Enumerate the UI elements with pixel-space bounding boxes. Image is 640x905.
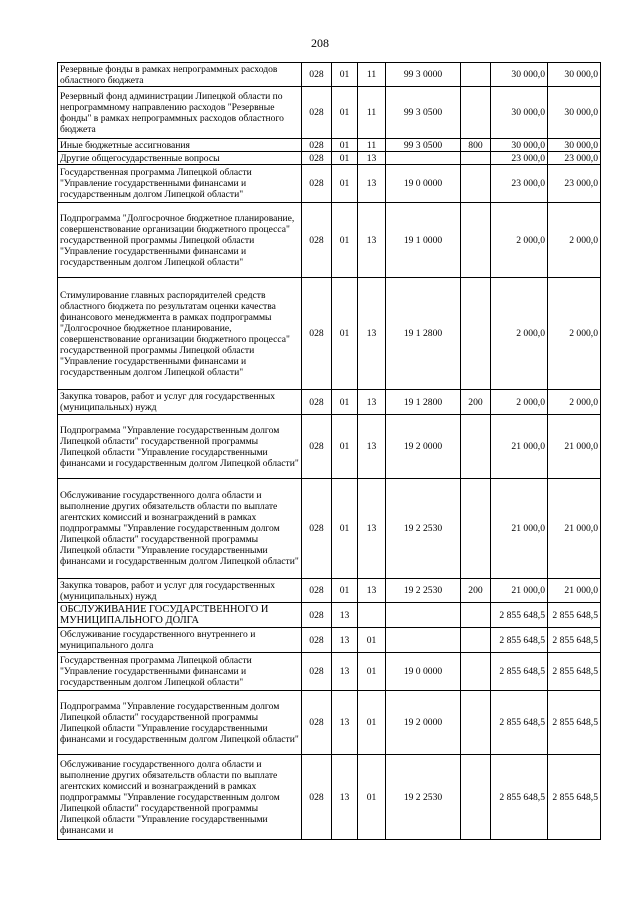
- cell-vr: 200: [461, 390, 491, 415]
- cell-sum-2: 30 000,0: [548, 139, 601, 152]
- cell-pr: 13: [358, 165, 386, 203]
- cell-vr: [461, 628, 491, 653]
- row-name: Стимулирование главных распорядителей средств областного бюджета по результатам оценки качества финансового менеджмента в рамках подпрограммы "Долгосрочное бюджетное планирование, совершенствование организации бюджетного процесса" государственной программы Липецкой области "Управление государственными финансами и государственным долгом Липецкой области": [58, 278, 302, 390]
- cell-vr: 200: [461, 579, 491, 603]
- cell-csr: 19 2 2530: [386, 755, 461, 840]
- cell-sum-1: 30 000,0: [491, 63, 548, 87]
- row-name: ОБСЛУЖИВАНИЕ ГОСУДАРСТВЕННОГО И МУНИЦИПАЛЬНОГО ДОЛГА: [58, 603, 302, 628]
- cell-pr: 01: [358, 755, 386, 840]
- table-row: [58, 87, 601, 139]
- cell-vr: [461, 87, 491, 139]
- page-number: 208: [311, 36, 329, 50]
- cell-csr: [386, 628, 461, 653]
- cell-rz: 13: [332, 603, 358, 628]
- table-row: [58, 755, 601, 840]
- cell-vr: [461, 479, 491, 579]
- cell-sum-1: 21 000,0: [491, 415, 548, 479]
- cell-csr: 19 2 0000: [386, 691, 461, 755]
- cell-gr: 028: [302, 139, 332, 152]
- cell-gr: 028: [302, 165, 332, 203]
- cell-sum-1: 2 855 648,5: [491, 755, 548, 840]
- cell-gr: 028: [302, 203, 332, 278]
- cell-gr: 028: [302, 63, 332, 87]
- cell-rz: 13: [332, 653, 358, 691]
- table-row: [58, 203, 601, 278]
- cell-csr: 19 0 0000: [386, 165, 461, 203]
- cell-csr: [386, 603, 461, 628]
- table-row: [58, 390, 601, 415]
- cell-rz: 01: [332, 390, 358, 415]
- row-name: Обслуживание государственного внутреннего и муниципального долга: [58, 628, 302, 653]
- cell-vr: [461, 603, 491, 628]
- cell-rz: 01: [332, 165, 358, 203]
- row-name: Закупка товаров, работ и услуг для государственных (муниципальных) нужд: [58, 579, 302, 603]
- cell-csr: 19 1 0000: [386, 203, 461, 278]
- cell-sum-1: 2 000,0: [491, 203, 548, 278]
- cell-gr: 028: [302, 479, 332, 579]
- cell-pr: 11: [358, 139, 386, 152]
- cell-vr: [461, 165, 491, 203]
- cell-sum-1: 30 000,0: [491, 139, 548, 152]
- cell-sum-2: 21 000,0: [548, 479, 601, 579]
- cell-vr: [461, 63, 491, 87]
- cell-sum-1: 2 000,0: [491, 390, 548, 415]
- cell-vr: [461, 415, 491, 479]
- cell-gr: 028: [302, 152, 332, 165]
- cell-pr: [358, 603, 386, 628]
- cell-gr: 028: [302, 390, 332, 415]
- table-row: [58, 479, 601, 579]
- row-name: Подпрограмма "Управление государственным долгом Липецкой области" государственной программы Липецкой области "Управление государственными финансами и государственным долгом Липецкой области": [58, 415, 302, 479]
- cell-rz: 01: [332, 415, 358, 479]
- cell-sum-1: 21 000,0: [491, 479, 548, 579]
- table-row: [58, 278, 601, 390]
- cell-gr: 028: [302, 755, 332, 840]
- row-name: Иные бюджетные ассигнования: [58, 139, 302, 152]
- table-row: [58, 603, 601, 628]
- row-name: Государственная программа Липецкой области "Управление государственными финансами и государственным долгом Липецкой области": [58, 653, 302, 691]
- table-row: [58, 63, 601, 87]
- cell-csr: 19 2 2530: [386, 479, 461, 579]
- row-name: Резервный фонд администрации Липецкой области по непрограммному направлению расходов "Резервные фонды" в рамках непрограммных расходов областного бюджета: [58, 87, 302, 139]
- cell-pr: 11: [358, 63, 386, 87]
- cell-vr: [461, 203, 491, 278]
- cell-sum-2: 23 000,0: [548, 165, 601, 203]
- cell-pr: 01: [358, 653, 386, 691]
- cell-csr: 19 0 0000: [386, 653, 461, 691]
- cell-csr: 99 3 0000: [386, 63, 461, 87]
- cell-vr: [461, 691, 491, 755]
- row-name: Другие общегосударственные вопросы: [58, 152, 302, 165]
- cell-sum-2: 2 855 648,5: [548, 603, 601, 628]
- cell-gr: 028: [302, 628, 332, 653]
- cell-rz: 13: [332, 628, 358, 653]
- table-row: [58, 139, 601, 152]
- cell-sum-1: 2 855 648,5: [491, 603, 548, 628]
- cell-rz: 01: [332, 139, 358, 152]
- table-row: [58, 415, 601, 479]
- cell-pr: 11: [358, 87, 386, 139]
- cell-sum-1: 2 855 648,5: [491, 691, 548, 755]
- table-row: [58, 691, 601, 755]
- cell-csr: 19 2 0000: [386, 415, 461, 479]
- cell-csr: 19 2 2530: [386, 579, 461, 603]
- cell-csr: 99 3 0500: [386, 139, 461, 152]
- cell-rz: 01: [332, 63, 358, 87]
- cell-sum-2: 2 000,0: [548, 203, 601, 278]
- table-row: [58, 152, 601, 165]
- cell-gr: 028: [302, 603, 332, 628]
- cell-pr: 13: [358, 278, 386, 390]
- cell-csr: 99 3 0500: [386, 87, 461, 139]
- table-row: [58, 165, 601, 203]
- row-name: Государственная программа Липецкой области "Управление государственными финансами и государственным долгом Липецкой области": [58, 165, 302, 203]
- cell-sum-2: 2 855 648,5: [548, 628, 601, 653]
- row-name: Закупка товаров, работ и услуг для государственных (муниципальных) нужд: [58, 390, 302, 415]
- cell-sum-2: 30 000,0: [548, 63, 601, 87]
- cell-sum-1: 2 855 648,5: [491, 628, 548, 653]
- cell-sum-1: 30 000,0: [491, 87, 548, 139]
- cell-rz: 01: [332, 87, 358, 139]
- cell-pr: 13: [358, 479, 386, 579]
- table-row: [58, 579, 601, 603]
- cell-csr: [386, 152, 461, 165]
- cell-vr: [461, 653, 491, 691]
- cell-gr: 028: [302, 653, 332, 691]
- cell-rz: 01: [332, 479, 358, 579]
- cell-csr: 19 1 2800: [386, 390, 461, 415]
- cell-sum-1: 2 855 648,5: [491, 653, 548, 691]
- cell-vr: [461, 152, 491, 165]
- cell-sum-2: 2 000,0: [548, 278, 601, 390]
- cell-pr: 01: [358, 691, 386, 755]
- cell-pr: 13: [358, 152, 386, 165]
- cell-sum-2: 23 000,0: [548, 152, 601, 165]
- cell-gr: 028: [302, 415, 332, 479]
- cell-csr: 19 1 2800: [386, 278, 461, 390]
- cell-sum-2: 2 855 648,5: [548, 653, 601, 691]
- cell-sum-2: 21 000,0: [548, 415, 601, 479]
- cell-gr: 028: [302, 87, 332, 139]
- cell-pr: 01: [358, 628, 386, 653]
- cell-rz: 13: [332, 691, 358, 755]
- cell-sum-1: 23 000,0: [491, 165, 548, 203]
- cell-rz: 01: [332, 579, 358, 603]
- cell-sum-2: 2 855 648,5: [548, 755, 601, 840]
- cell-gr: 028: [302, 278, 332, 390]
- cell-pr: 13: [358, 390, 386, 415]
- cell-rz: 01: [332, 203, 358, 278]
- cell-vr: [461, 755, 491, 840]
- cell-rz: 01: [332, 278, 358, 390]
- cell-sum-2: 2 855 648,5: [548, 691, 601, 755]
- cell-pr: 13: [358, 415, 386, 479]
- row-name: Обслуживание государственного долга области и выполнение других обязательств области по выплате агентских комиссий и вознаграждений в рамках подпрограммы "Управление государственным долгом Липецкой области" государственной программы Липецкой области "Управление государственными финансами и государственным долгом Липецкой области": [58, 479, 302, 579]
- cell-sum-2: 2 000,0: [548, 390, 601, 415]
- row-name: Подпрограмма "Долгосрочное бюджетное планирование, совершенствование организации бюджетного процесса" государственной программы Липецкой области "Управление государственными финансами и государственным долгом Липецкой области": [58, 203, 302, 278]
- cell-vr: [461, 278, 491, 390]
- cell-pr: 13: [358, 203, 386, 278]
- row-name: Обслуживание государственного долга области и выполнение других обязательств области по выплате агентских комиссий и вознаграждений в рамках подпрограммы "Управление государственным долгом Липецкой области" государственной программы Липецкой области "Управление государственными финансами и: [58, 755, 302, 840]
- cell-vr: 800: [461, 139, 491, 152]
- cell-sum-2: 21 000,0: [548, 579, 601, 603]
- cell-sum-1: 2 000,0: [491, 278, 548, 390]
- table-row: [58, 628, 601, 653]
- cell-sum-1: 23 000,0: [491, 152, 548, 165]
- cell-rz: 01: [332, 152, 358, 165]
- cell-gr: 028: [302, 691, 332, 755]
- cell-sum-1: 21 000,0: [491, 579, 548, 603]
- cell-sum-2: 30 000,0: [548, 87, 601, 139]
- row-name: Подпрограмма "Управление государственным долгом Липецкой области" государственной программы Липецкой области "Управление государственными финансами и государственным долгом Липецкой области": [58, 691, 302, 755]
- cell-rz: 13: [332, 755, 358, 840]
- cell-pr: 13: [358, 579, 386, 603]
- table-row: [58, 653, 601, 691]
- budget-table: [57, 62, 601, 840]
- cell-gr: 028: [302, 579, 332, 603]
- row-name: Резервные фонды в рамках непрограммных расходов областного бюджета: [58, 63, 302, 87]
